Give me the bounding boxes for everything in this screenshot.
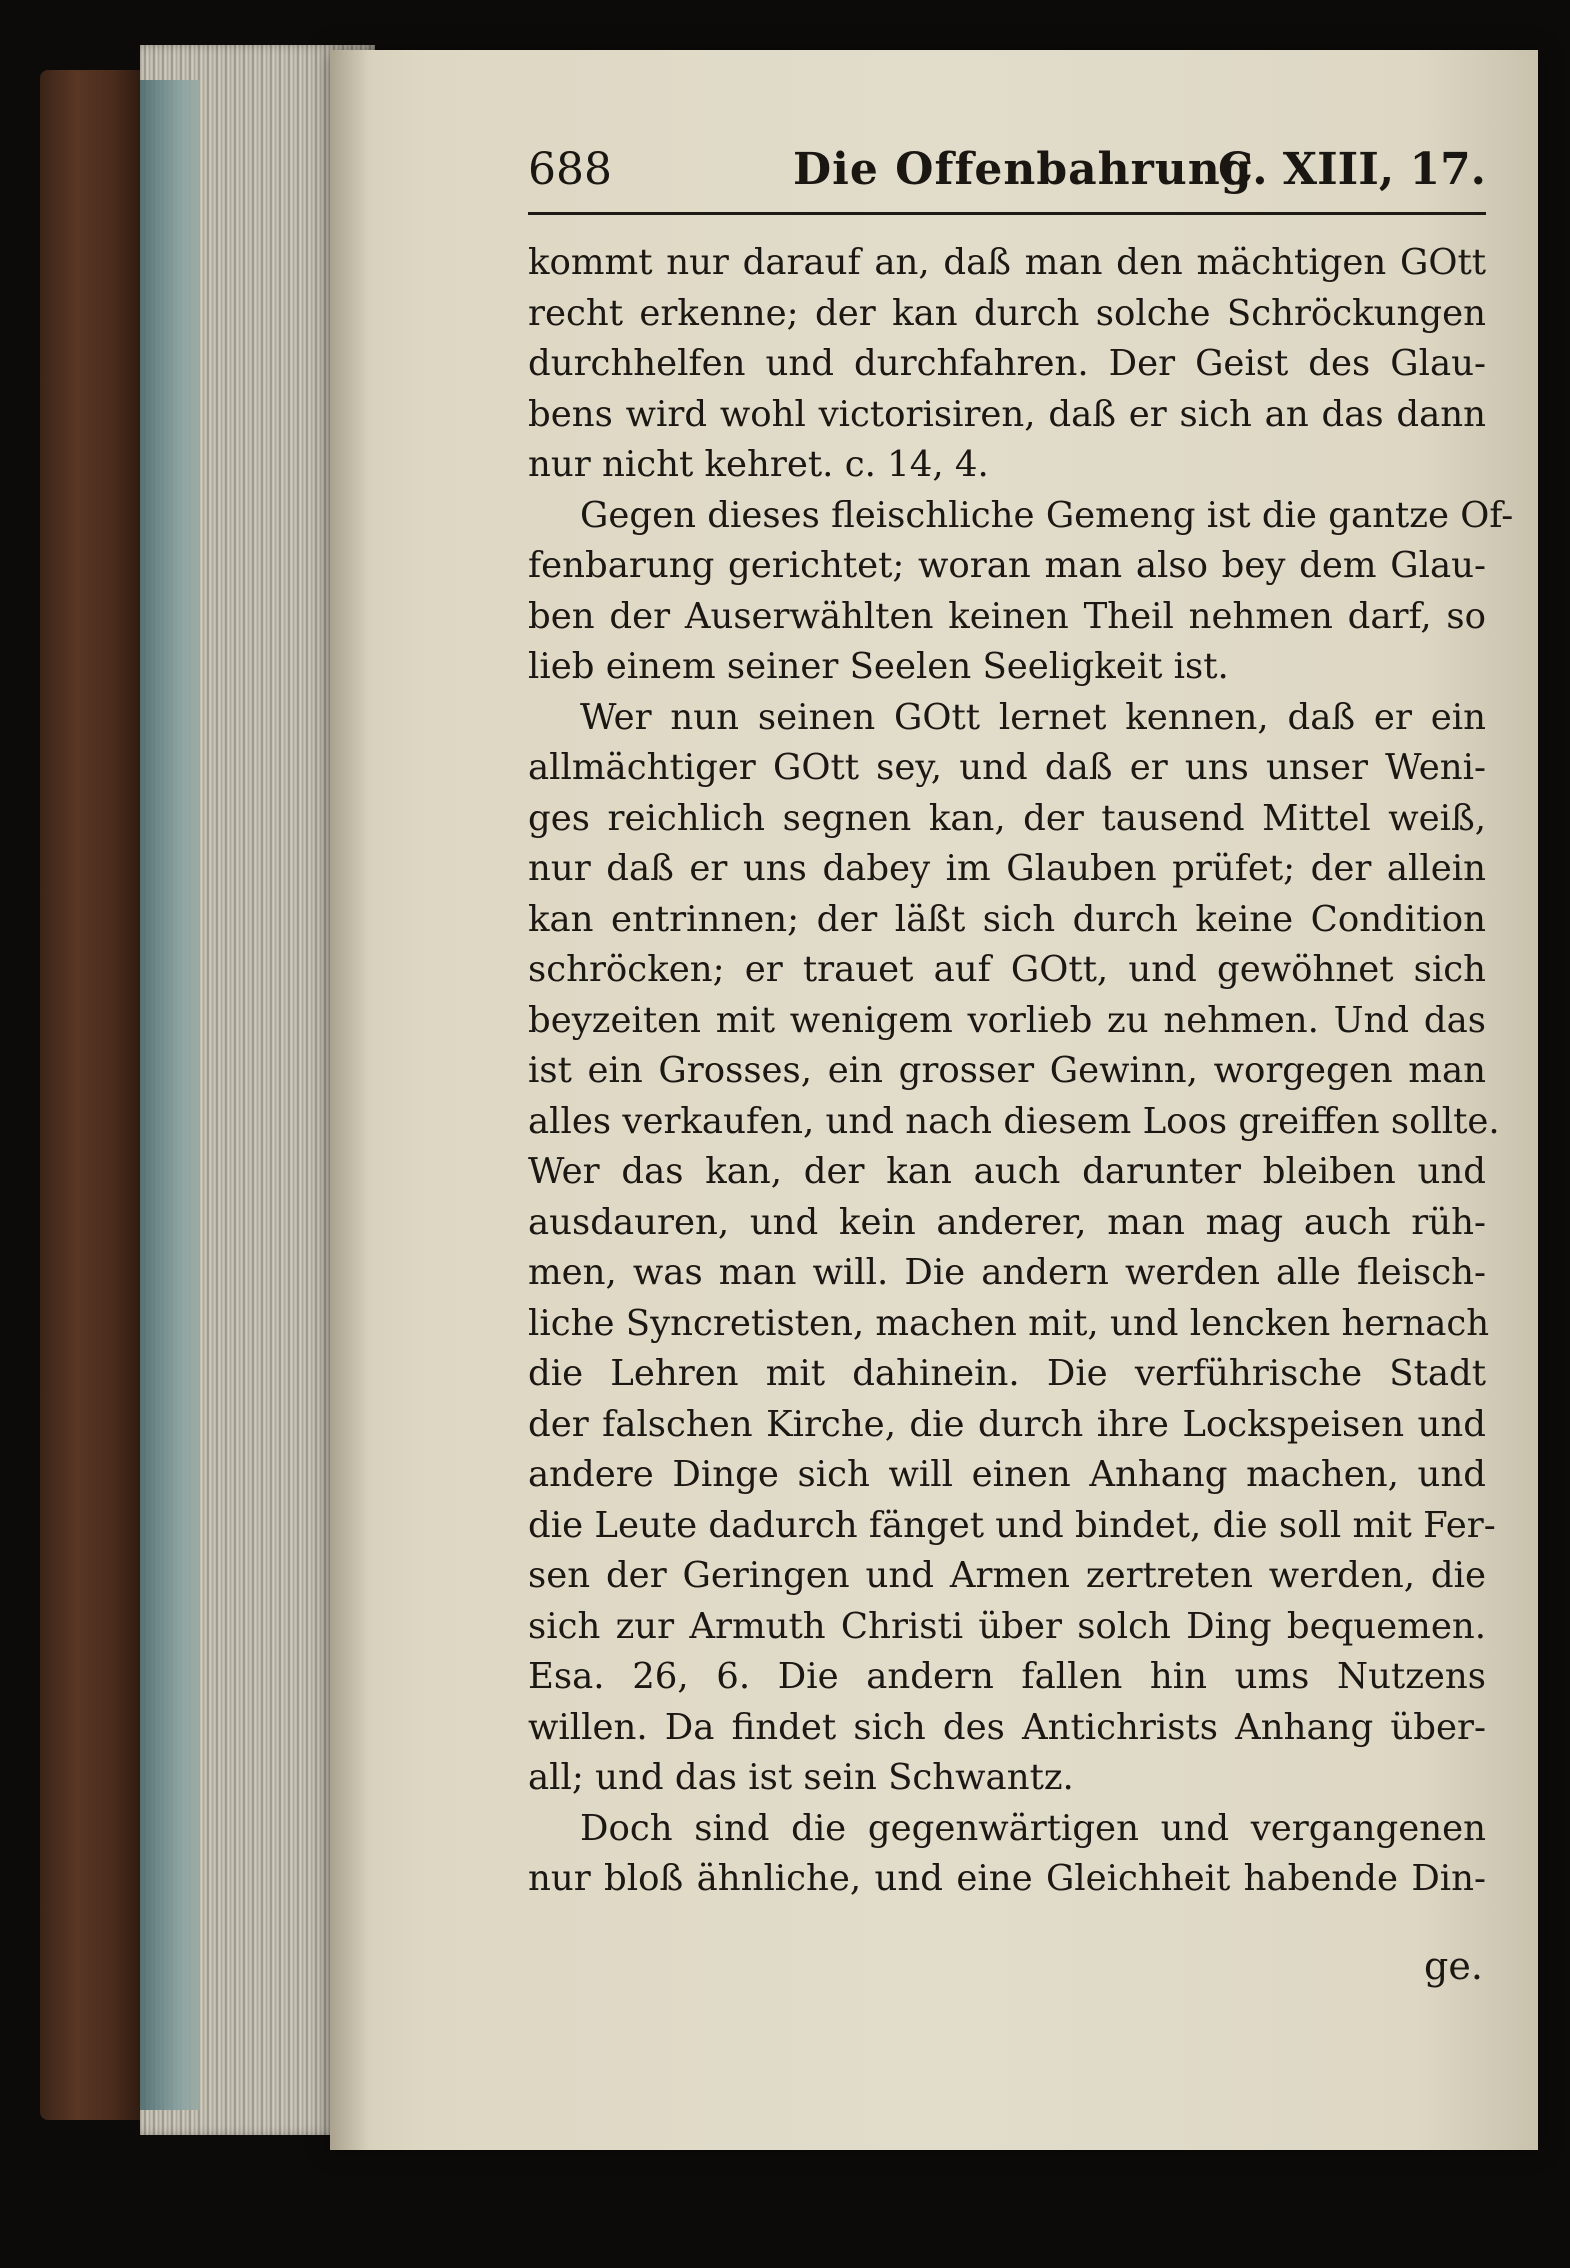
page-gutter-shadow bbox=[330, 50, 370, 2150]
text-line: ben der Auserwählten keinen Theil nehmen darf, so bbox=[528, 595, 1486, 637]
text-line: kan entrinnen; der läßt sich durch keine Condition bbox=[528, 898, 1486, 940]
catchword: ge. bbox=[1424, 1944, 1483, 1988]
paragraph bbox=[528, 491, 1514, 693]
text-line: bens wird wohl victorisiren, daß er sich an das dann bbox=[528, 393, 1486, 435]
text-line: schröcken; er trauet auf GOtt, und gewöhnet sich bbox=[528, 949, 1486, 990]
text-line: fenbarung gerichtet; woran man also bey dem Glau- bbox=[528, 545, 1486, 586]
paragraph bbox=[528, 1804, 1486, 1905]
text-line: andere Dinge sich will einen Anhang machen, und bbox=[528, 1454, 1486, 1495]
text-line: Doch sind die gegenwärtigen und vergangenen bbox=[580, 1807, 1486, 1849]
text-line: Wer das kan, der kan auch darunter bleiben und bbox=[528, 1151, 1486, 1192]
text-line: nur daß er uns dabey im Glauben prüfet; der allein bbox=[528, 848, 1486, 889]
chapter-reference: C. XIII, 17. bbox=[1218, 144, 1486, 195]
running-title: Die Offenbahrung bbox=[793, 144, 1253, 195]
text-line: kommt nur darauf an, daß man den mächtigen GOtt bbox=[528, 242, 1486, 283]
text-line: ges reichlich segnen kan, der tausend Mittel weiß, bbox=[528, 797, 1486, 839]
text-line: durchhelfen und durchfahren. Der Geist des Glau- bbox=[528, 343, 1486, 384]
text-line: lieb einem seiner Seelen Seeligkeit ist. bbox=[528, 646, 1229, 687]
text-line: ist ein Grosses, ein grosser Gewinn, worgegen man bbox=[528, 1050, 1486, 1091]
text-line: Esa. 26, 6. Die andern fallen hin ums Nutzens bbox=[528, 1656, 1486, 1697]
text-line: sen der Geringen und Armen zertreten werden, die bbox=[528, 1555, 1486, 1596]
text-line: men, was man will. Die andern werden alle fleisch- bbox=[528, 1252, 1486, 1293]
book-cover-edge bbox=[40, 70, 145, 2120]
text-line: Gegen dieses fleischliche Gemeng ist die gantze Of- bbox=[580, 494, 1514, 536]
paragraph bbox=[528, 238, 1486, 491]
text-line: die Lehren mit dahinein. Die verführische Stadt bbox=[528, 1353, 1486, 1394]
text-line: nur bloß ähnliche, und eine Gleichheit habende Din- bbox=[528, 1858, 1486, 1899]
text-line: recht erkenne; der kan durch solche Schröckungen bbox=[528, 292, 1486, 334]
text-line: allmächtiger GOtt sey, und daß er uns unser Weni- bbox=[528, 747, 1486, 788]
paragraph bbox=[528, 693, 1500, 1804]
text-line: liche Syncretisten, machen mit, und lencken hernach bbox=[528, 1302, 1490, 1344]
text-line: der falschen Kirche, die durch ihre Lockspeisen und bbox=[528, 1403, 1486, 1445]
text-line: all; und das ist sein Schwantz. bbox=[528, 1757, 1074, 1798]
text-line: ausdauren, und kein anderer, man mag auch rüh- bbox=[528, 1201, 1486, 1243]
text-line: sich zur Armuth Christi über solch Ding bequemen. bbox=[528, 1605, 1486, 1647]
text-line: willen. Da findet sich des Antichrists Anhang über- bbox=[528, 1706, 1486, 1748]
text-line: beyzeiten mit wenigem vorlieb zu nehmen. Und das bbox=[528, 999, 1486, 1041]
running-header bbox=[528, 140, 1486, 200]
text-line: alles verkaufen, und nach diesem Loos greiffen sollte. bbox=[528, 1100, 1500, 1142]
text-line: Wer nun seinen GOtt lernet kennen, daß er ein bbox=[580, 696, 1486, 738]
page-number: 688 bbox=[528, 144, 612, 195]
text-line: die Leute dadurch fänget und bindet, die soll mit Fer- bbox=[528, 1504, 1496, 1546]
page-edge-tint bbox=[140, 80, 200, 2110]
header-rule bbox=[528, 212, 1486, 215]
text-line: nur nicht kehret. c. 14, 4. bbox=[528, 444, 989, 485]
body-text bbox=[528, 238, 1514, 1905]
